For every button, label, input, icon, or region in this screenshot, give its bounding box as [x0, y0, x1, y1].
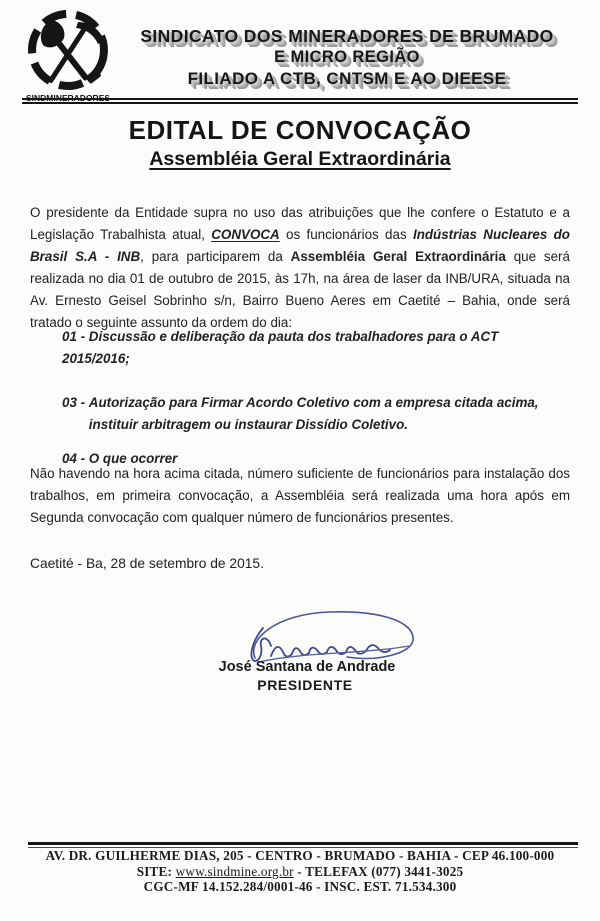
footer-telefax: - TELEFAX (077) 3441-3025: [293, 863, 464, 879]
agenda-item-04-text: O que ocorrer: [88, 451, 178, 466]
footer-contact-block: [0, 848, 600, 895]
footer-registration-line: CGC-MF 14.152.284/0001-46 - INSC. EST. 71.534.300: [143, 879, 457, 895]
agenda-item-03: [62, 392, 554, 436]
letterhead-line3: FILIADO A CTB, CNTSM E AO DIEESE: [187, 69, 507, 88]
footer-address-line: AV. DR. GUILHERME DIAS, 205 - CENTRO - BRUMADO - BAHIA - CEP 46.100-000: [45, 848, 555, 863]
p1-text-4: que será realizada no dia 01 de outubro de 2015, às 17h, na área de laser da INB/URA, situada na Av. Ernesto Geisel Sobrinho s/n, Bairro Bueno Aeres em Caetité – Bahia, onde será tratado o seguinte assunto da ordem do dia:: [30, 249, 570, 330]
place-date-line: Caetité - Ba, 28 de setembro de 2015.: [30, 556, 264, 571]
union-letterhead: [112, 26, 582, 89]
agenda-item-03-text: Autorização para Firmar Acordo Coletivo com a empresa citada acima, instituir arbitragem ou instaurar Dissídio Coletivo.: [88, 395, 539, 432]
footer-site-label: SITE:: [136, 863, 176, 879]
document-subtitle: Assembléia Geral Extraordinária: [149, 148, 451, 170]
agenda-item-04-number: 04 -: [62, 451, 89, 466]
agenda-item-01-number: 01 -: [62, 329, 89, 344]
p1-text-1: O presidente da Entidade supra no uso das atribuições que lhe confere o Estatuto e a Legislação Trabalhista atual,: [30, 205, 570, 242]
signer-role: PRESIDENTE: [257, 677, 353, 693]
footer-site-url: www.sindmine.org.br: [175, 863, 294, 879]
p1-company-name: Indústrias Nucleares do Brasil S.A - INB: [30, 227, 570, 264]
p1-assembly-name: Assembléia Geral Extraordinária: [290, 249, 506, 264]
p1-text-2: os funcionários das: [279, 227, 413, 242]
agenda-item-01-text: Discussão e deliberação da pauta dos trabalhadores para o ACT 2015/2016;: [62, 329, 499, 366]
signer-name: José Santana de Andrade: [218, 659, 396, 675]
p1-text-3: , para participarem da: [140, 249, 291, 264]
document-title: EDITAL DE CONVOCAÇÃO: [128, 115, 472, 145]
opening-paragraph: [30, 202, 570, 334]
header-divider-double-rule: [22, 98, 578, 104]
logo-caption-text: SINDMINERADORES: [25, 93, 111, 103]
agenda-item-01: [62, 326, 554, 370]
agenda-item-03-number: 03 -: [62, 395, 89, 410]
quorum-paragraph: Não havendo na hora acima citada, número suficiente de funcionários para instalação dos trabalhos, em primeira convocação, a Assembléia será realizada uma hora após em Segunda convocação com qualquer número de funcionários presentes.: [30, 466, 570, 525]
letterhead-line2: E MICRO REGIÃO: [274, 48, 420, 66]
letterhead-line1: SINDICATO DOS MINERADORES DE BRUMADO: [140, 26, 554, 46]
p1-convoca-emphasis: CONVOCA: [211, 227, 280, 242]
footer-site-line: [0, 864, 600, 880]
union-logo-pickaxe-shovel-icon: [16, 6, 120, 108]
